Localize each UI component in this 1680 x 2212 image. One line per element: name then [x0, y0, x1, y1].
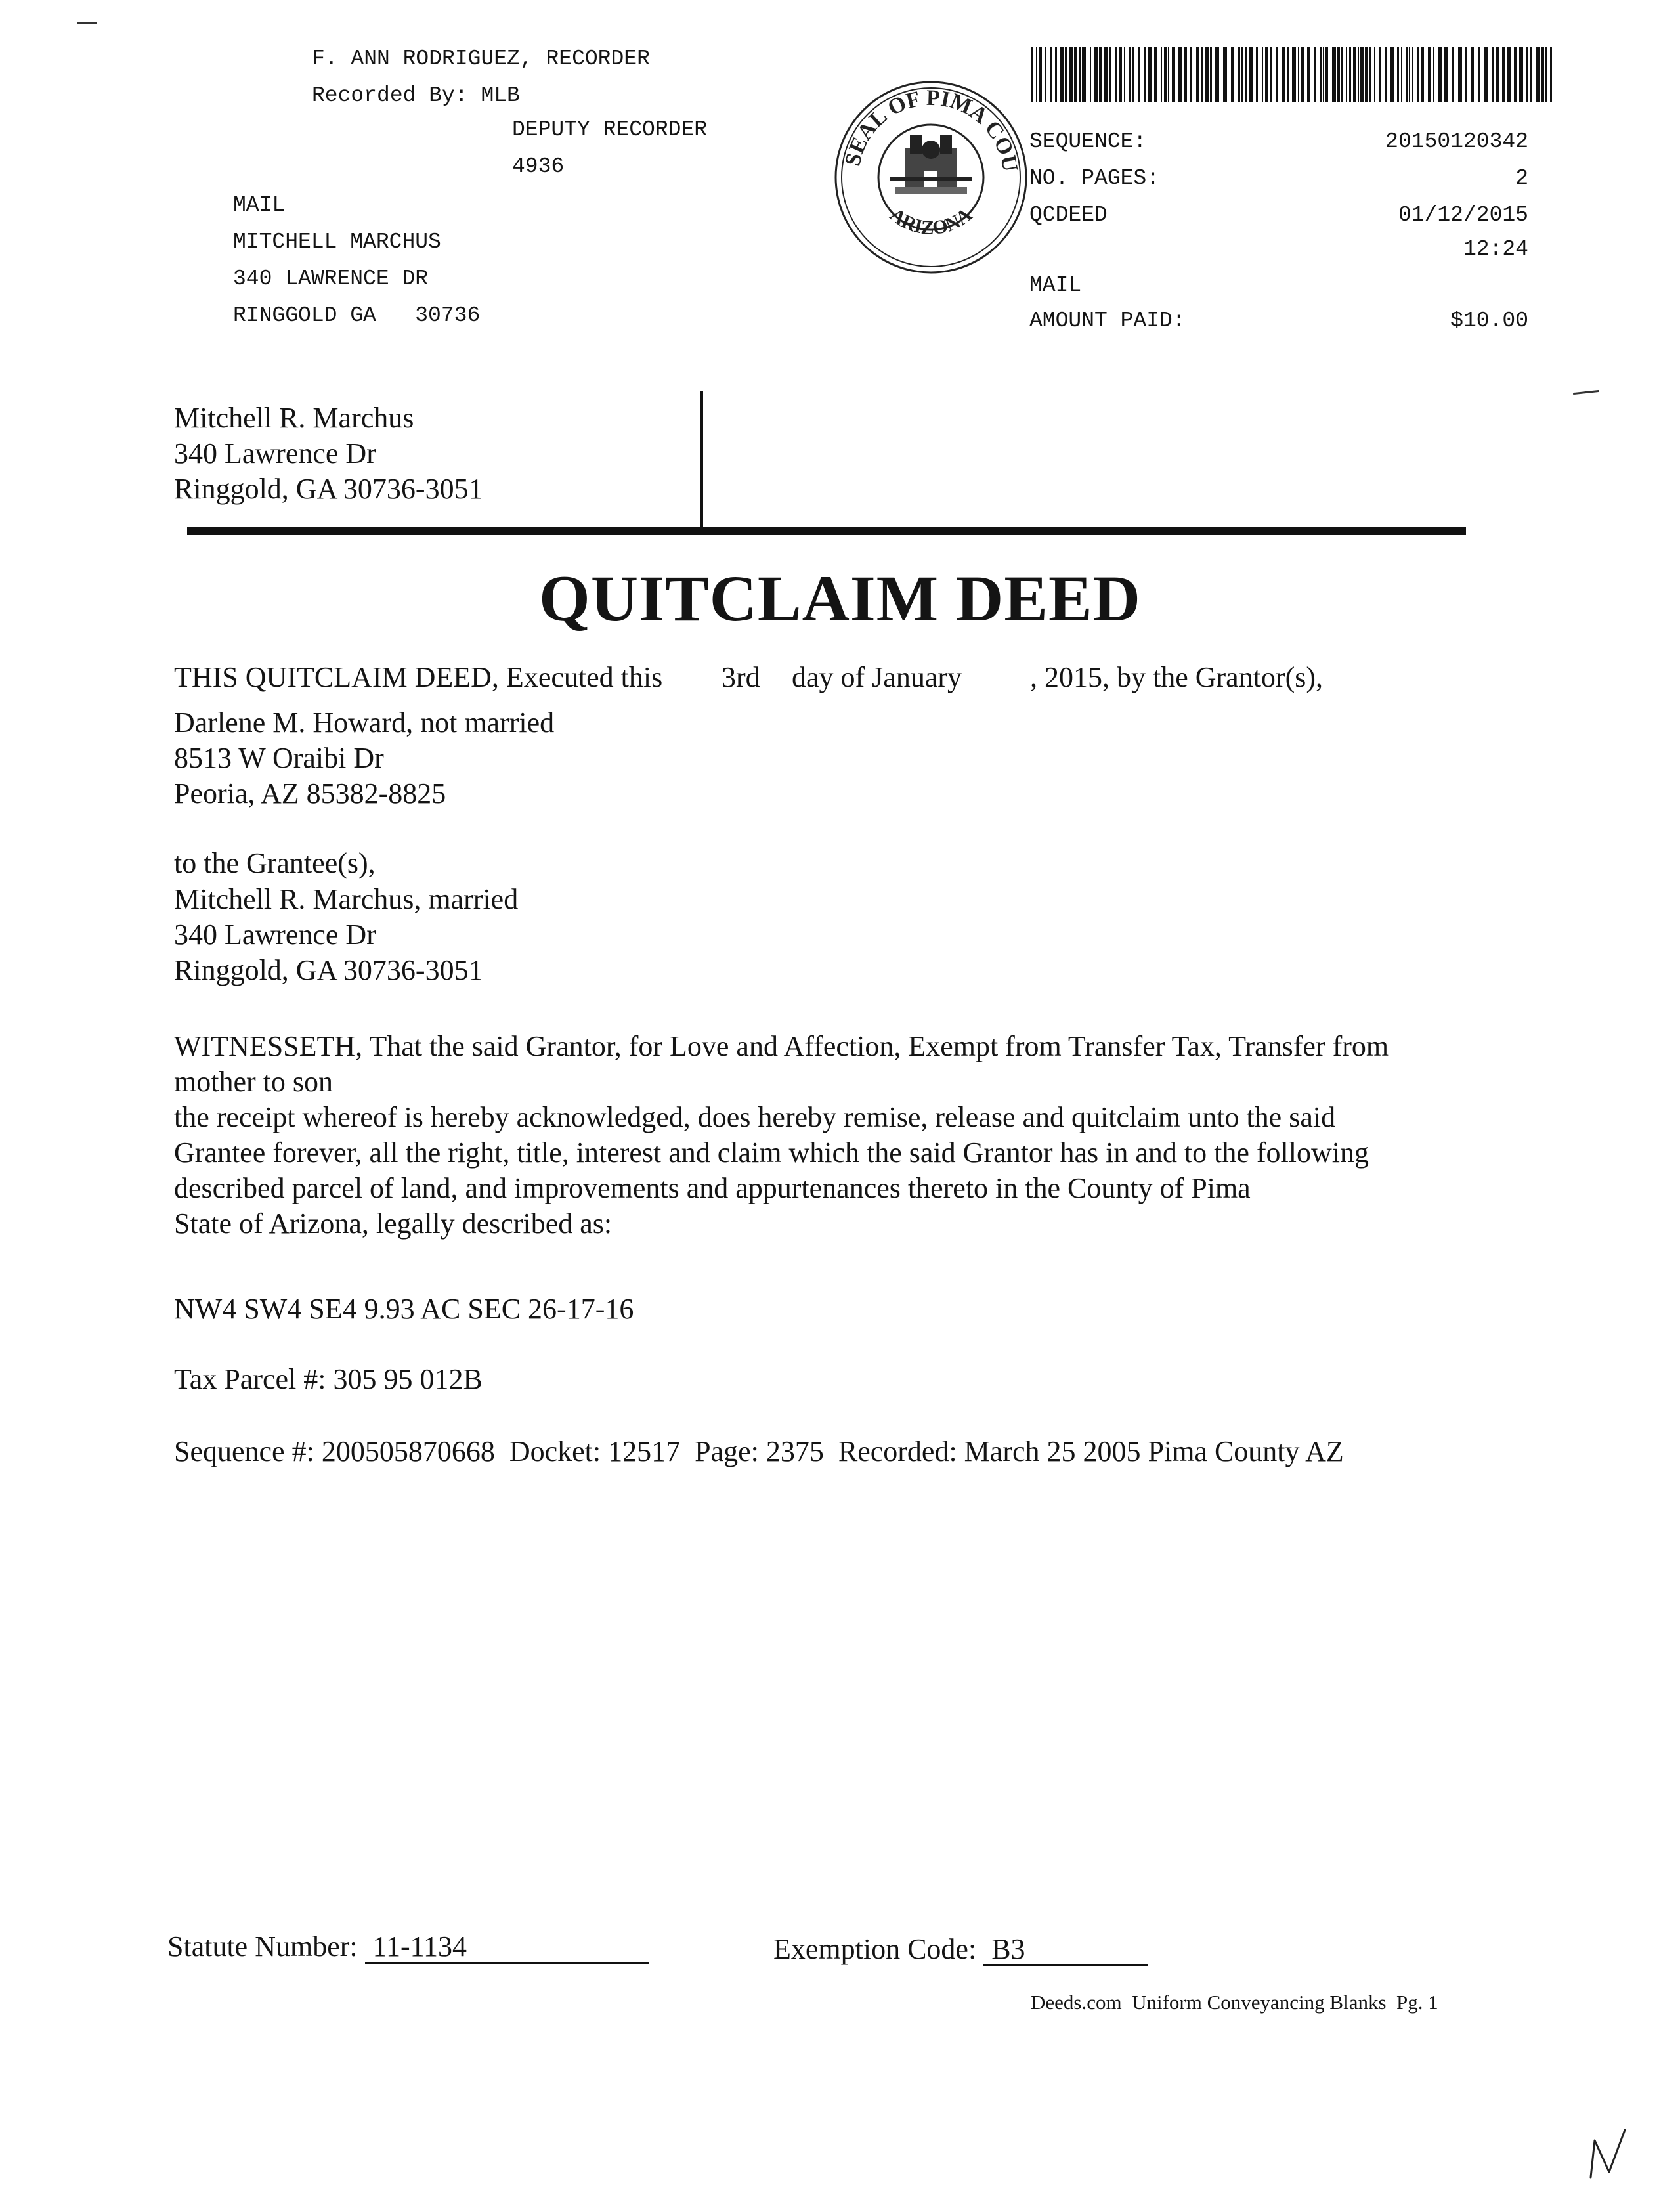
- amount-row: [1029, 306, 1528, 336]
- barcode-bar: [1079, 47, 1081, 102]
- mail-label: MAIL: [233, 193, 286, 217]
- sequence-row: [1029, 123, 1528, 160]
- return-street: 340 Lawrence Dr: [174, 437, 376, 469]
- barcode-bar: [1074, 47, 1077, 102]
- recorded-by: Recorded By: MLB: [312, 83, 520, 108]
- scan-mark: [1573, 390, 1599, 395]
- barcode-bar: [1276, 47, 1278, 102]
- barcode-bar: [1514, 47, 1517, 102]
- seal-top-text: SEAL OF PIMA COU: [840, 85, 1023, 174]
- barcode-bar: [1205, 47, 1209, 102]
- barcode-bar: [1496, 47, 1499, 102]
- witnesseth-paragraph: [174, 1029, 1553, 1242]
- pages-label: NO. PAGES:: [1029, 166, 1160, 190]
- deputy-number: 4936: [512, 154, 565, 179]
- barcode-bar: [1168, 47, 1169, 102]
- barcode-bar: [1060, 47, 1064, 102]
- grantor-city: Peoria, AZ 85382-8825: [174, 777, 446, 810]
- barcode-bar: [1115, 47, 1117, 102]
- footer-note: Deeds.com Uniform Conveyancing Blanks Pg. 1: [1031, 1991, 1438, 2014]
- grantee-block: [174, 882, 518, 988]
- barcode-bar: [1031, 47, 1033, 102]
- barcode-bar: [1161, 47, 1162, 102]
- doc-type-row: [1029, 197, 1528, 234]
- barcode-bar: [1346, 47, 1347, 102]
- address-box-divider: [700, 391, 703, 529]
- barcode-bar: [1314, 47, 1316, 102]
- barcode-bar: [1374, 47, 1375, 102]
- barcode-bar: [1094, 47, 1098, 102]
- statute-field: [167, 1929, 649, 1964]
- exec-suffix: , 2015, by the Grantor(s),: [1030, 661, 1324, 693]
- barcode-bar: [1154, 47, 1157, 102]
- exemption-field: [773, 1932, 1148, 1967]
- barcode-bar: [1390, 47, 1394, 102]
- barcode-bar: [1210, 47, 1212, 102]
- barcode-bar: [1365, 47, 1368, 102]
- exemption-label: Exemption Code:: [773, 1933, 977, 1965]
- barcode-bar: [1530, 47, 1532, 102]
- grantor-name: Darlene M. Howard, not married: [174, 706, 555, 739]
- barcode: [1029, 47, 1555, 102]
- header-rule: [187, 527, 1466, 535]
- barcode-bar: [1241, 47, 1243, 102]
- scan-mark: [77, 22, 97, 24]
- barcode-bar: [1465, 47, 1467, 102]
- barcode-bar: [1172, 47, 1175, 102]
- grantor-street: 8513 W Oraibi Dr: [174, 742, 384, 774]
- witness-line: the receipt whereof is hereby acknowledged, does hereby remise, release and quitclaim unto the said: [174, 1101, 1336, 1133]
- barcode-bar: [1332, 47, 1336, 102]
- exec-month: day of January: [792, 661, 962, 693]
- mail-to-block: [233, 187, 480, 334]
- barcode-bar: [1069, 47, 1073, 102]
- barcode-bar: [1144, 47, 1146, 102]
- execution-line: [174, 660, 1553, 699]
- barcode-bar: [1421, 47, 1424, 102]
- barcode-bar: [1428, 47, 1431, 102]
- record-date: 01/12/2015: [1398, 203, 1528, 227]
- barcode-bar: [1353, 47, 1356, 102]
- barcode-bar: [1196, 47, 1199, 102]
- amount-label: AMOUNT PAID:: [1029, 309, 1186, 333]
- legal-description: NW4 SW4 SE4 9.93 AC SEC 26-17-16: [174, 1293, 634, 1325]
- barcode-bar: [1265, 47, 1268, 102]
- barcode-bar: [1270, 47, 1272, 102]
- barcode-bar: [1036, 47, 1037, 102]
- witness-line: mother to son: [174, 1066, 333, 1098]
- barcode-bar: [1536, 47, 1540, 102]
- witness-line: Grantee forever, all the right, title, interest and claim which the said Grantor has in and to the following: [174, 1137, 1369, 1169]
- svg-text:ARIZONA: [886, 204, 976, 239]
- deputy-title: DEPUTY RECORDER: [512, 118, 708, 142]
- barcode-bar: [1502, 47, 1505, 102]
- witness-line: WITNESSETH, That the said Grantor, for Love and Affection, Exempt from Transfer Tax, Transfer from: [174, 1030, 1389, 1062]
- time-row: [1029, 234, 1528, 265]
- deputy-block: [512, 112, 707, 185]
- barcode-bar: [1379, 47, 1381, 102]
- barcode-bar: [1132, 47, 1134, 102]
- barcode-bar: [1484, 47, 1488, 102]
- barcode-bar: [1545, 47, 1547, 102]
- doc-type: QCDEED: [1029, 203, 1108, 227]
- barcode-bar: [1541, 47, 1544, 102]
- barcode-bar: [1337, 47, 1340, 102]
- record-time: 12:24: [1463, 237, 1528, 261]
- barcode-bar: [1492, 47, 1494, 102]
- barcode-bar: [1055, 47, 1057, 102]
- barcode-bar: [1090, 47, 1091, 102]
- barcode-bar: [1065, 47, 1067, 102]
- pages-row: [1029, 160, 1528, 197]
- barcode-bar: [1109, 47, 1111, 102]
- exec-day: 3rd: [722, 661, 760, 693]
- grantee-intro: to the Grantee(s),: [174, 847, 376, 879]
- barcode-bar: [1082, 47, 1086, 102]
- prior-recording-line: Sequence #: 200505870668 Docket: 12517 Page: 2375 Recorded: March 25 2005 Pima County AZ: [174, 1435, 1344, 1467]
- barcode-bar: [1039, 47, 1042, 102]
- barcode-bar: [1452, 47, 1454, 102]
- barcode-bar: [1369, 47, 1371, 102]
- delivery-method: MAIL: [1029, 273, 1082, 297]
- barcode-bar: [1223, 47, 1227, 102]
- barcode-bar: [1341, 47, 1343, 102]
- return-address: [174, 401, 483, 507]
- barcode-bar: [1409, 47, 1410, 102]
- barcode-bar: [1262, 47, 1263, 102]
- grantee-name: Mitchell R. Marchus, married: [174, 883, 519, 915]
- grantee-city: Ringgold, GA 30736-3051: [174, 954, 483, 986]
- barcode-bar: [1184, 47, 1187, 102]
- barcode-bar: [1124, 47, 1125, 102]
- barcode-bar: [1417, 47, 1419, 102]
- barcode-bar: [1412, 47, 1413, 102]
- barcode-bar: [1406, 47, 1408, 102]
- witness-line: State of Arizona, legally described as:: [174, 1207, 613, 1240]
- barcode-bar: [1444, 47, 1448, 102]
- barcode-bar: [1325, 47, 1328, 102]
- seal-bottom-text: ARIZONA: [886, 204, 976, 240]
- barcode-bar: [1301, 47, 1304, 102]
- barcode-bar: [1215, 47, 1219, 102]
- witness-line: described parcel of land, and improvements and appurtenances thereto in the County of Pima: [174, 1172, 1251, 1204]
- sequence-value: 20150120342: [1385, 129, 1528, 154]
- barcode-bar: [1148, 47, 1152, 102]
- barcode-bar: [1231, 47, 1234, 102]
- mission-building-icon: [890, 135, 972, 194]
- barcode-bar: [1178, 47, 1182, 102]
- barcode-bar: [1385, 47, 1387, 102]
- barcode-bar: [1201, 47, 1203, 102]
- grantor-block: [174, 705, 554, 812]
- sequence-label: SEQUENCE:: [1029, 129, 1147, 154]
- barcode-bar: [1507, 47, 1511, 102]
- statute-label: Statute Number:: [167, 1930, 358, 1963]
- barcode-bar: [1550, 47, 1552, 102]
- barcode-bar: [1358, 47, 1359, 102]
- mail-city: RINGGOLD GA 30736: [233, 303, 481, 328]
- barcode-bar: [1050, 47, 1052, 102]
- barcode-bar: [1287, 47, 1289, 102]
- barcode-bar: [1320, 47, 1322, 102]
- barcode-bar: [1433, 47, 1434, 102]
- tax-parcel: Tax Parcel #: 305 95 012B: [174, 1363, 483, 1395]
- exemption-value: B3: [983, 1934, 1148, 1966]
- barcode-bar: [1298, 47, 1299, 102]
- return-name: Mitchell R. Marchus: [174, 402, 414, 434]
- barcode-bar: [1138, 47, 1140, 102]
- barcode-bar: [1438, 47, 1442, 102]
- barcode-bar: [1519, 47, 1523, 102]
- grantee-street: 340 Lawrence Dr: [174, 919, 376, 951]
- barcode-bar: [1282, 47, 1285, 102]
- barcode-bar: [1478, 47, 1480, 102]
- barcode-bar: [1307, 47, 1310, 102]
- recorder-block: [312, 41, 650, 114]
- barcode-bar: [1238, 47, 1240, 102]
- barcode-bar: [1045, 47, 1046, 102]
- barcode-bar: [1119, 47, 1122, 102]
- barcode-bar: [1129, 47, 1131, 102]
- barcode-bar: [1249, 47, 1253, 102]
- barcode-bar: [1349, 47, 1351, 102]
- recording-info: [1029, 123, 1528, 336]
- barcode-bar: [1099, 47, 1102, 102]
- handwritten-initial-mark: [1579, 2126, 1638, 2185]
- mail-street: 340 LAWRENCE DR: [233, 267, 429, 291]
- barcode-bar: [1471, 47, 1474, 102]
- barcode-bar: [1360, 47, 1364, 102]
- county-seal: [832, 79, 1029, 276]
- statute-value: 11-1134: [365, 1932, 649, 1964]
- barcode-bar: [1401, 47, 1402, 102]
- barcode-bar: [1458, 47, 1462, 102]
- barcode-bar: [1292, 47, 1296, 102]
- barcode-bar: [1256, 47, 1258, 102]
- barcode-bar: [1104, 47, 1108, 102]
- document-title: QUITCLAIM DEED: [539, 562, 1141, 635]
- barcode-bar: [1397, 47, 1399, 102]
- barcode-bar: [1164, 47, 1167, 102]
- barcode-bar: [1323, 47, 1324, 102]
- pages-value: 2: [1515, 166, 1528, 190]
- barcode-bar: [1526, 47, 1528, 102]
- return-city: Ringgold, GA 30736-3051: [174, 473, 483, 505]
- mail-name: MITCHELL MARCHUS: [233, 230, 441, 254]
- exec-prefix: THIS QUITCLAIM DEED, Executed this: [174, 661, 663, 693]
- barcode-bar: [1190, 47, 1192, 102]
- recorder-name: F. ANN RODRIGUEZ, RECORDER: [312, 47, 650, 71]
- amount-value: $10.00: [1450, 309, 1528, 333]
- delivery-row: [1029, 265, 1528, 306]
- barcode-bar: [1245, 47, 1247, 102]
